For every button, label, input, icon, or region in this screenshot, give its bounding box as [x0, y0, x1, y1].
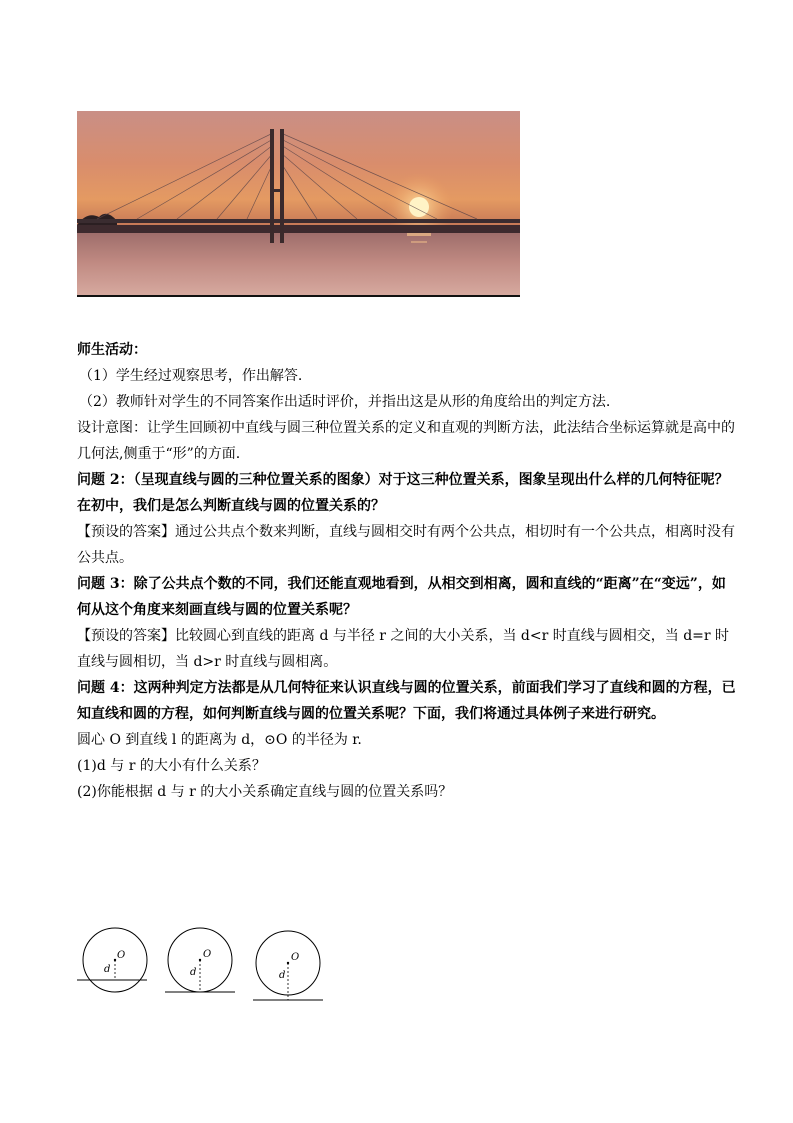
activity-step-2: （2）教师针对学生的不同答案作出适时评价，并指出这是从形的角度给出的判定方法.	[79, 394, 611, 410]
question-2: 问题 2：（呈现直线与圆的三种位置关系的图象）对于这三种位置关系，图象呈现出什么样的几何特征呢？在初中，我们是怎么判断直线与圆的位置关系的？	[77, 472, 729, 514]
answer-2: 【预设的答案】通过公共点个数来判断，直线与圆相交时有两个公共点，相切时有一个公共点，相离时没有公共点。	[77, 524, 735, 566]
center-label: O	[291, 952, 300, 963]
figure-tangent	[165, 928, 235, 992]
sub-question-1: (1)d 与 r 的大小有什么关系？	[77, 758, 266, 774]
design-intent: 设计意图：让学生回顾初中直线与圆三种位置关系的定义和直观的判断方法，此法结合坐标运算就是高中的几何法,侧重于“形”的方面.	[77, 420, 735, 462]
answer-3: 【预设的答案】比较圆心到直线的距离 d 与半径 r 之间的大小关系，当 d<r 时直线与圆相交，当 d=r 时直线与圆相切，当 d>r 时直线与圆相离。	[77, 628, 730, 670]
bridge-sunset-photo	[77, 111, 520, 298]
distance-label: d	[279, 970, 286, 981]
distance-statement: 圆心 O 到直线 l 的距离为 d，⊙O 的半径为 r.	[77, 732, 362, 748]
question-4: 问题 4：这两种判定方法都是从几何特征来认识直线与圆的位置关系，前面我们学习了直线和圆的方程，已知直线和圆的方程，如何判断直线与圆的位置关系呢？下面，我们将通过具体例子来进行研究。	[77, 680, 736, 722]
sub-question-2: (2)你能根据 d 与 r 的大小关系确定直线与圆的位置关系吗？	[77, 784, 453, 800]
circle-line-figures	[77, 925, 337, 1005]
center-label: O	[117, 950, 126, 961]
distance-label: d	[104, 964, 111, 975]
activity-step-1: （1）学生经过观察思考，作出解答.	[79, 368, 303, 384]
figure-separate	[253, 931, 323, 1000]
figure-intersect	[77, 928, 147, 992]
center-label: O	[203, 949, 212, 960]
activity-heading: 师生活动：	[77, 342, 147, 358]
lesson-text	[77, 337, 737, 805]
distance-label: d	[190, 967, 197, 978]
question-3: 问题 3：除了公共点个数的不同，我们还能直观地看到，从相交到相离，圆和直线的“距离”在“变远”，如何从这个角度来刻画直线与圆的位置关系呢？	[77, 576, 726, 618]
